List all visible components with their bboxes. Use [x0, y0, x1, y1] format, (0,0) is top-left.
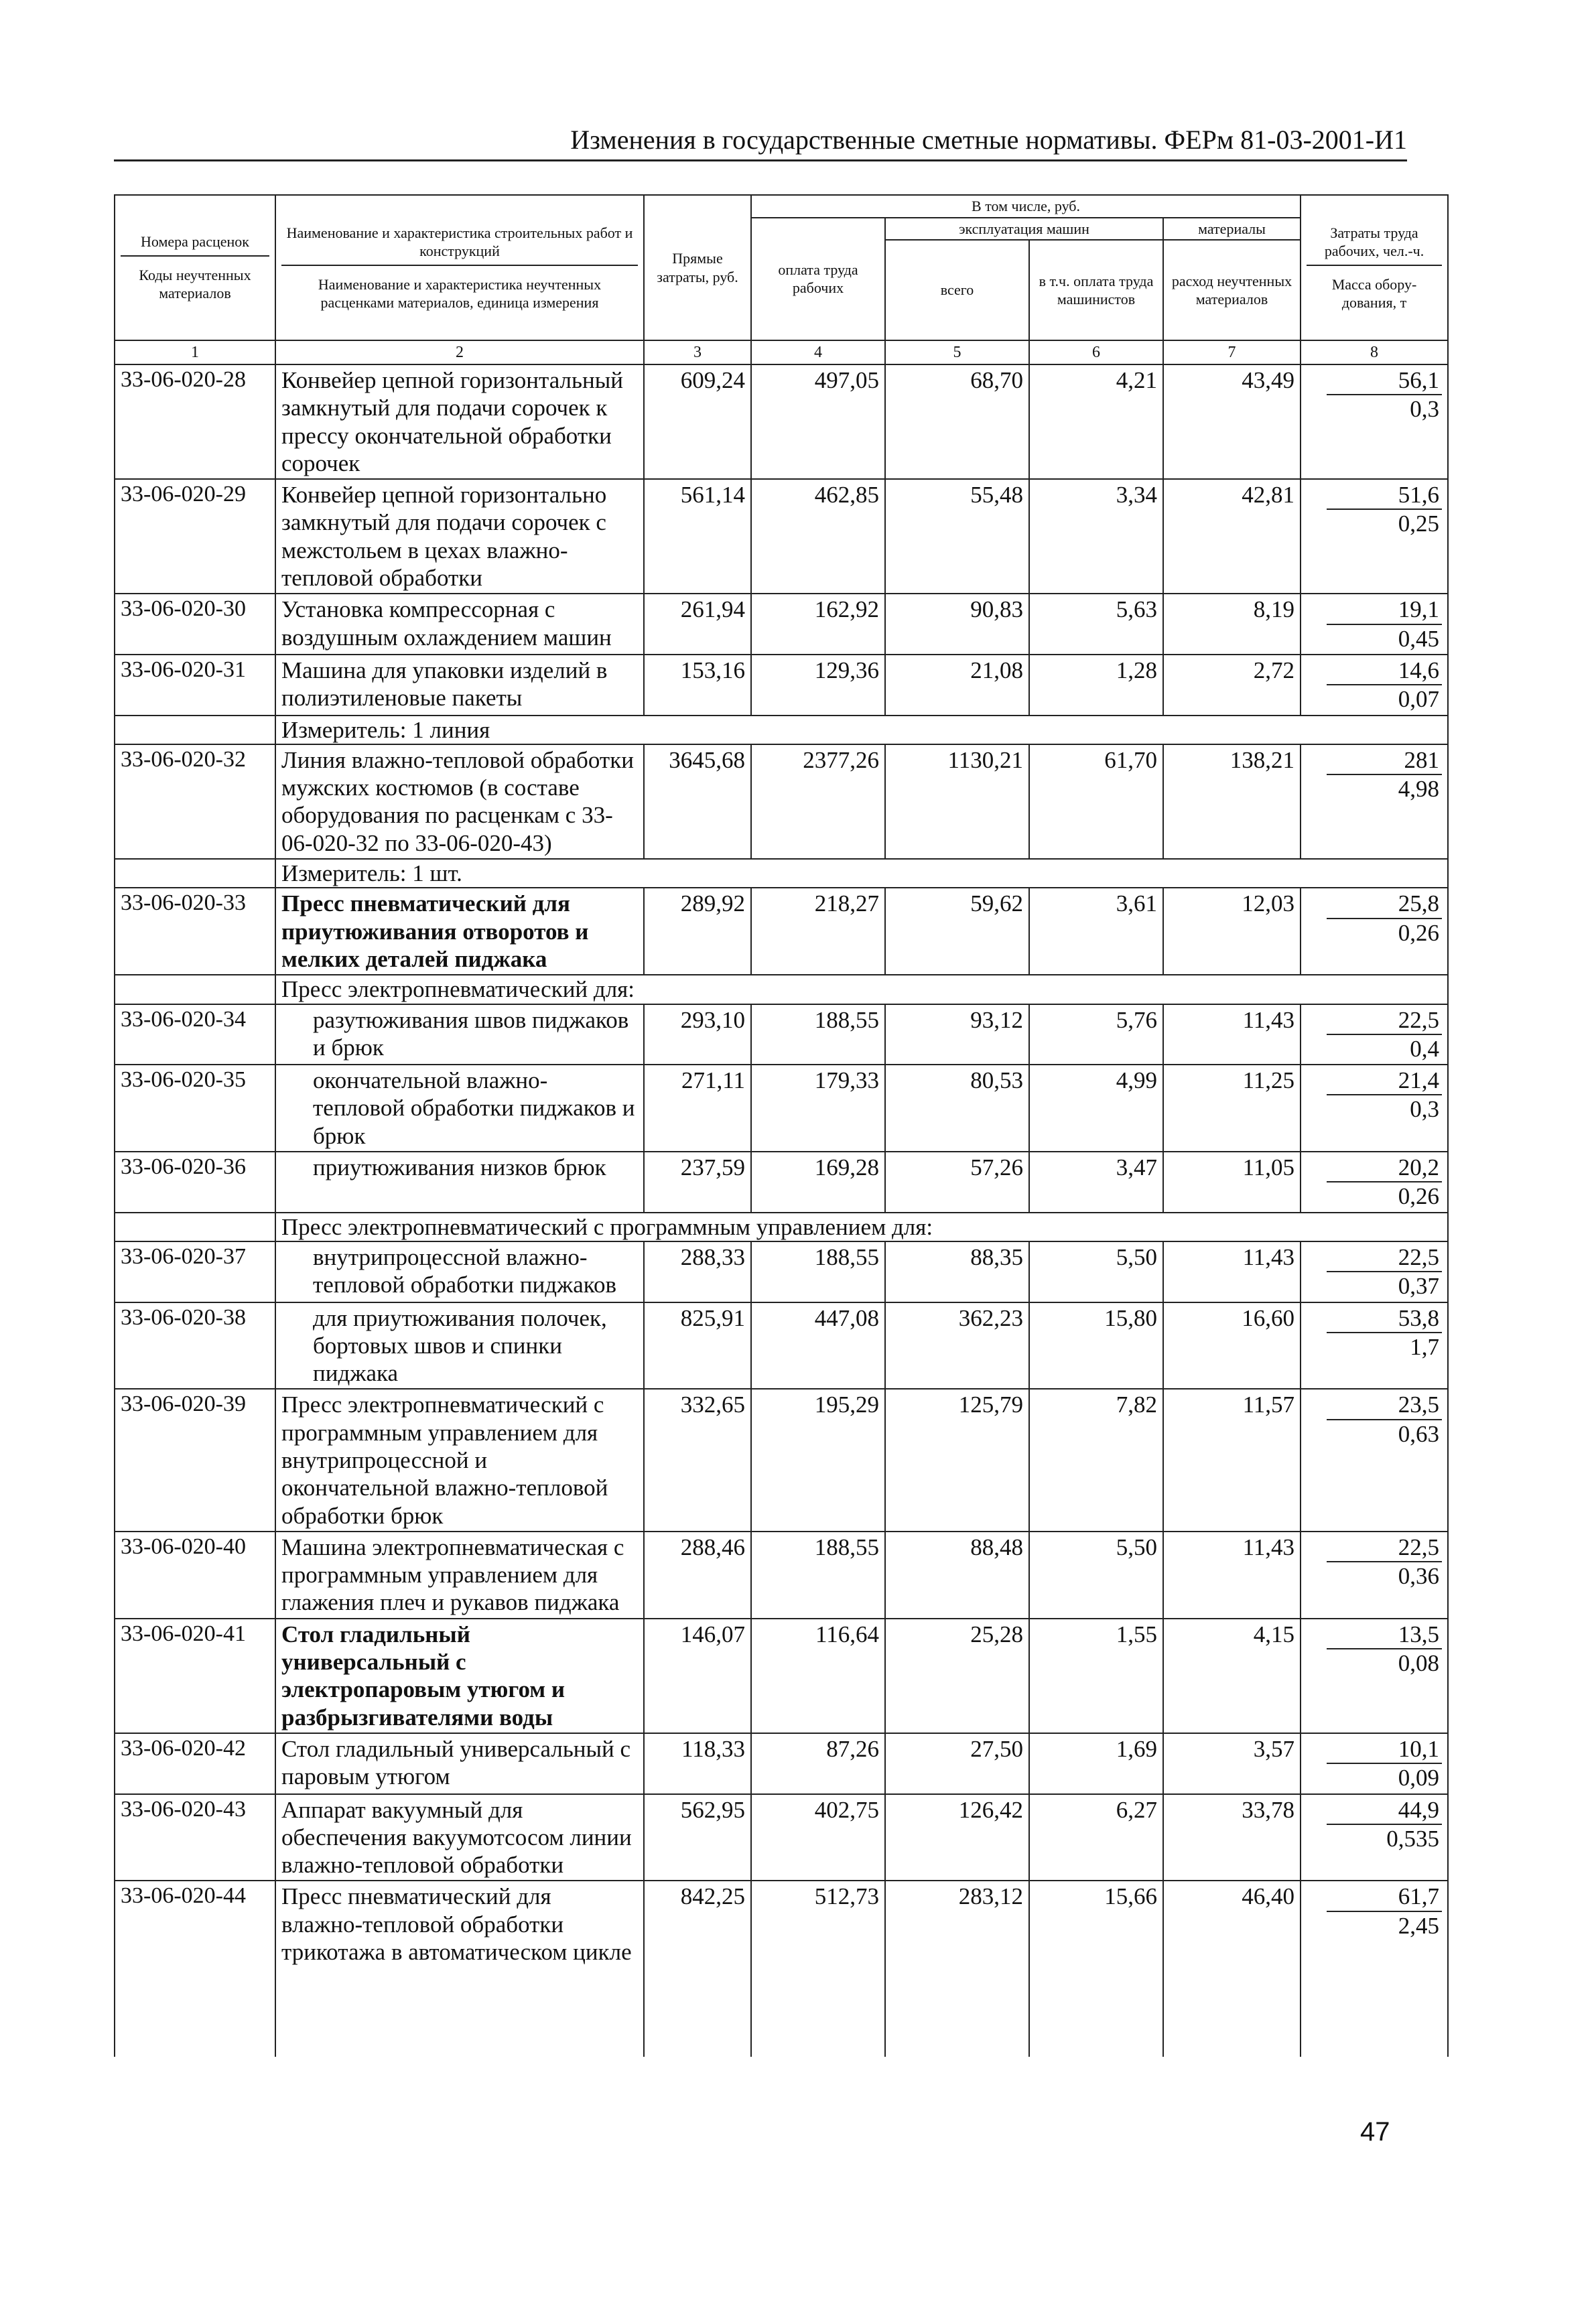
machines-total-cell: 283,12: [885, 1881, 1029, 1967]
work-name-cell: Машина для упаковки изделий в полиэтиленовые пакеты: [275, 655, 644, 716]
worker-wages-cell: 402,75: [751, 1794, 885, 1881]
direct-costs-cell: 261,94: [644, 594, 751, 655]
materials-cell: 2,72: [1163, 655, 1301, 716]
work-name-cell: приутюживания низков брюк: [275, 1152, 644, 1213]
worker-wages-cell: 179,33: [751, 1065, 885, 1152]
labor-mass-cell: [1301, 1241, 1448, 1302]
labor-costs-value: 10,1: [1327, 1735, 1442, 1764]
machines-total-cell: 25,28: [885, 1619, 1029, 1733]
section-label: Пресс электропневматический для:: [275, 975, 1448, 1004]
empty-cell: [885, 1967, 1029, 2057]
table-row: [115, 1619, 1448, 1733]
column-number: 5: [885, 340, 1029, 364]
column-number: 3: [644, 340, 751, 364]
worker-wages-cell: 87,26: [751, 1733, 885, 1794]
materials-cell: 42,81: [1163, 479, 1301, 594]
direct-costs-cell: 332,65: [644, 1389, 751, 1531]
operator-wages-cell: 5,50: [1029, 1532, 1163, 1619]
labor-costs-value: 19,1: [1327, 596, 1442, 624]
labor-mass-cell: [1301, 1004, 1448, 1065]
operator-wages-cell: 1,28: [1029, 655, 1163, 716]
labor-mass-cell: [1301, 1065, 1448, 1152]
rate-code-cell: 33-06-020-34: [115, 1004, 275, 1065]
empty-cell: [1163, 1967, 1301, 2057]
materials-cell: 33,78: [1163, 1794, 1301, 1881]
machines-total-cell: 362,23: [885, 1302, 1029, 1390]
header-labor: [1301, 195, 1448, 340]
work-name-cell: Машина электропневматическая с программным управлением для глажения плеч и рукавов пиджака: [275, 1532, 644, 1619]
labor-costs-value: 51,6: [1327, 481, 1442, 510]
worker-wages-cell: 188,55: [751, 1004, 885, 1065]
labor-costs-value: 53,8: [1327, 1304, 1442, 1333]
machines-total-cell: 1130,21: [885, 744, 1029, 859]
labor-costs-value: 14,6: [1327, 657, 1442, 685]
operator-wages-cell: 61,70: [1029, 744, 1163, 859]
equipment-mass-value: 0,08: [1398, 1650, 1440, 1677]
table-row: [115, 1065, 1448, 1152]
machines-total-cell: 90,83: [885, 594, 1029, 655]
header-rate-numbers: Номера расценок: [141, 233, 249, 251]
labor-mass-cell: [1301, 888, 1448, 975]
section-row: [115, 975, 1448, 1004]
worker-wages-cell: 162,92: [751, 594, 885, 655]
table-body: [115, 364, 1448, 2057]
labor-mass-cell: [1301, 1532, 1448, 1619]
materials-cell: 138,21: [1163, 744, 1301, 859]
work-name-cell: Стол гладильный универсальный с электропаровым утюгом и разбрызгивателями воды: [275, 1619, 644, 1733]
labor-costs-value: 22,5: [1327, 1006, 1442, 1035]
work-name-cell: Линия влажно-тепловой обработки мужских костюмов (в составе оборудования по расценкам с 33-06-020-32 по 33-06-020-43): [275, 744, 644, 859]
work-name-cell: для приутюживания полочек, бортовых швов и спинки пиджака: [275, 1302, 644, 1390]
labor-costs-value: 22,5: [1327, 1534, 1442, 1562]
operator-wages-cell: 4,99: [1029, 1065, 1163, 1152]
labor-mass-cell: [1301, 1733, 1448, 1794]
table-row: [115, 1302, 1448, 1390]
machines-total-cell: 93,12: [885, 1004, 1029, 1065]
rate-code-cell: 33-06-020-28: [115, 364, 275, 479]
rate-code-cell: 33-06-020-41: [115, 1619, 275, 1733]
labor-mass-cell: [1301, 1302, 1448, 1390]
direct-costs-cell: 118,33: [644, 1733, 751, 1794]
empty-cell: [1301, 1967, 1448, 2057]
machines-total-cell: 59,62: [885, 888, 1029, 975]
work-name-cell: Конвейер цепной горизонтальный замкнутый для подачи сорочек к прессу окончательной обработки сорочек: [275, 364, 644, 479]
column-number: 8: [1301, 340, 1448, 364]
direct-costs-cell: 3645,68: [644, 744, 751, 859]
rate-code-cell: 33-06-020-37: [115, 1241, 275, 1302]
empty-cell: [115, 1967, 275, 2057]
column-number: 2: [275, 340, 644, 364]
labor-mass-cell: [1301, 1152, 1448, 1213]
section-code-cell: [115, 975, 275, 1004]
materials-cell: 46,40: [1163, 1881, 1301, 1967]
worker-wages-cell: 497,05: [751, 364, 885, 479]
operator-wages-cell: 5,76: [1029, 1004, 1163, 1065]
labor-costs-value: 61,7: [1327, 1883, 1442, 1911]
machines-total-cell: 80,53: [885, 1065, 1029, 1152]
page-header: Изменения в государственные сметные нормативы. ФЕРм 81-03-2001-И1: [114, 124, 1407, 161]
work-name-cell: Пресс пневматический для приутюживания отворотов и мелких деталей пиджака: [275, 888, 644, 975]
header-operator-wages: в т.ч. оплата труда машинистов: [1029, 240, 1163, 340]
rate-code-cell: 33-06-020-39: [115, 1389, 275, 1531]
labor-mass-cell: [1301, 655, 1448, 716]
labor-mass-cell: [1301, 1619, 1448, 1733]
header-names: [275, 195, 644, 340]
machines-total-cell: 57,26: [885, 1152, 1029, 1213]
section-label: Измеритель: 1 линия: [275, 716, 1448, 744]
section-label: Измеритель: 1 шт.: [275, 859, 1448, 888]
labor-costs-value: 13,5: [1327, 1621, 1442, 1649]
direct-costs-cell: 288,46: [644, 1532, 751, 1619]
header-work-name: Наименование и характеристика строительных работ и конструкций: [286, 224, 633, 259]
work-name-cell: Пресс пневматический для влажно-тепловой обработки трикотажа в автоматическом цикле: [275, 1881, 644, 1967]
section-label: Пресс электропневматический с программным управлением для:: [275, 1213, 1448, 1241]
header-including: В том числе, руб.: [751, 195, 1301, 218]
materials-cell: 11,43: [1163, 1004, 1301, 1065]
worker-wages-cell: 129,36: [751, 655, 885, 716]
direct-costs-cell: 825,91: [644, 1302, 751, 1390]
table-row: [115, 1241, 1448, 1302]
direct-costs-cell: 842,25: [644, 1881, 751, 1967]
header-material-name: Наименование и характеристика неучтенных расценками материалов, единица измерения: [281, 265, 638, 312]
equipment-mass-value: 0,37: [1398, 1273, 1440, 1300]
machines-total-cell: 125,79: [885, 1389, 1029, 1531]
section-row: [115, 716, 1448, 744]
worker-wages-cell: 218,27: [751, 888, 885, 975]
equipment-mass-value: 4,98: [1398, 776, 1440, 803]
rate-code-cell: 33-06-020-32: [115, 744, 275, 859]
work-name-cell: Установка компрессорная с воздушным охлаждением машин: [275, 594, 644, 655]
rate-code-cell: 33-06-020-30: [115, 594, 275, 655]
table-row: [115, 888, 1448, 975]
rates-table: [114, 194, 1449, 2057]
labor-costs-value: 44,9: [1327, 1796, 1442, 1825]
work-name-cell: Аппарат вакуумный для обеспечения вакуумотсосом линии влажно-тепловой обработки: [275, 1794, 644, 1881]
table-trailing-space: [115, 1967, 1448, 2057]
equipment-mass-value: 0,535: [1386, 1825, 1440, 1852]
section-code-cell: [115, 716, 275, 744]
section-row: [115, 859, 1448, 888]
direct-costs-cell: 237,59: [644, 1152, 751, 1213]
header-machines: эксплуатация машин: [885, 218, 1163, 241]
labor-costs-value: 56,1: [1327, 366, 1442, 395]
labor-costs-value: 23,5: [1327, 1391, 1442, 1420]
direct-costs-cell: 561,14: [644, 479, 751, 594]
materials-cell: 4,15: [1163, 1619, 1301, 1733]
header-worker-wages: оплата труда рабочих: [751, 218, 885, 341]
empty-cell: [644, 1967, 751, 2057]
section-row: [115, 1213, 1448, 1241]
equipment-mass-value: 0,26: [1398, 1183, 1440, 1210]
labor-mass-cell: [1301, 1881, 1448, 1967]
column-numbers-row: [115, 340, 1448, 364]
materials-cell: 11,43: [1163, 1241, 1301, 1302]
section-code-cell: [115, 859, 275, 888]
table-header: [115, 195, 1448, 364]
header-unaccounted-materials: расход неучтенных материалов: [1163, 240, 1301, 340]
table-row: [115, 1152, 1448, 1213]
direct-costs-cell: 288,33: [644, 1241, 751, 1302]
direct-costs-cell: 293,10: [644, 1004, 751, 1065]
machines-total-cell: 55,48: [885, 479, 1029, 594]
operator-wages-cell: 6,27: [1029, 1794, 1163, 1881]
header-materials: материалы: [1163, 218, 1301, 241]
equipment-mass-value: 0,25: [1398, 511, 1440, 537]
rate-code-cell: 33-06-020-40: [115, 1532, 275, 1619]
rates-table-container: [114, 194, 1447, 2057]
direct-costs-cell: 289,92: [644, 888, 751, 975]
table-row: [115, 1532, 1448, 1619]
equipment-mass-value: 0,3: [1410, 396, 1440, 423]
rate-code-cell: 33-06-020-31: [115, 655, 275, 716]
labor-costs-value: 22,5: [1327, 1243, 1442, 1272]
operator-wages-cell: 15,80: [1029, 1302, 1163, 1390]
header-codes: [115, 195, 275, 340]
header-labor-costs: Затраты труда рабочих, чел.-ч.: [1324, 224, 1424, 259]
empty-cell: [751, 1967, 885, 2057]
worker-wages-cell: 116,64: [751, 1619, 885, 1733]
rate-code-cell: 33-06-020-29: [115, 479, 275, 594]
equipment-mass-value: 0,07: [1398, 686, 1440, 713]
materials-cell: 43,49: [1163, 364, 1301, 479]
rate-code-cell: 33-06-020-36: [115, 1152, 275, 1213]
labor-costs-value: 281: [1327, 746, 1442, 775]
machines-total-cell: 27,50: [885, 1733, 1029, 1794]
materials-cell: 11,43: [1163, 1532, 1301, 1619]
work-name-cell: Пресс электропневматический с программным управлением для внутрипроцессной и окончательной влажно-тепловой обработки брюк: [275, 1389, 644, 1531]
table-row: [115, 479, 1448, 594]
materials-cell: 12,03: [1163, 888, 1301, 975]
labor-costs-value: 21,4: [1327, 1067, 1442, 1095]
equipment-mass-value: 0,09: [1398, 1765, 1440, 1791]
header-direct-costs: Прямые затраты, руб.: [644, 195, 751, 340]
table-row: [115, 1389, 1448, 1531]
column-number: 6: [1029, 340, 1163, 364]
header-machines-total: всего: [885, 240, 1029, 340]
table-row: [115, 364, 1448, 479]
worker-wages-cell: 2377,26: [751, 744, 885, 859]
rate-code-cell: 33-06-020-35: [115, 1065, 275, 1152]
operator-wages-cell: 5,50: [1029, 1241, 1163, 1302]
table-row: [115, 1004, 1448, 1065]
table-row: [115, 1881, 1448, 1967]
equipment-mass-value: 0,45: [1398, 625, 1440, 652]
table-row: [115, 1794, 1448, 1881]
labor-costs-value: 20,2: [1327, 1154, 1442, 1182]
empty-cell: [275, 1967, 644, 2057]
equipment-mass-value: 1,7: [1410, 1333, 1440, 1360]
worker-wages-cell: 188,55: [751, 1532, 885, 1619]
labor-costs-value: 25,8: [1327, 890, 1442, 919]
direct-costs-cell: 153,16: [644, 655, 751, 716]
equipment-mass-value: 0,4: [1410, 1035, 1440, 1062]
worker-wages-cell: 447,08: [751, 1302, 885, 1390]
operator-wages-cell: 5,63: [1029, 594, 1163, 655]
direct-costs-cell: 271,11: [644, 1065, 751, 1152]
labor-mass-cell: [1301, 594, 1448, 655]
worker-wages-cell: 512,73: [751, 1881, 885, 1967]
labor-mass-cell: [1301, 1794, 1448, 1881]
machines-total-cell: 126,42: [885, 1794, 1029, 1881]
machines-total-cell: 21,08: [885, 655, 1029, 716]
operator-wages-cell: 4,21: [1029, 364, 1163, 479]
rate-code-cell: 33-06-020-38: [115, 1302, 275, 1390]
machines-total-cell: 88,48: [885, 1532, 1029, 1619]
work-name-cell: разутюживания швов пиджаков и брюк: [275, 1004, 644, 1065]
rate-code-cell: 33-06-020-33: [115, 888, 275, 975]
header-equipment-mass: Масса обору-дования, т: [1307, 265, 1442, 312]
materials-cell: 11,25: [1163, 1065, 1301, 1152]
machines-total-cell: 88,35: [885, 1241, 1029, 1302]
direct-costs-cell: 609,24: [644, 364, 751, 479]
direct-costs-cell: 146,07: [644, 1619, 751, 1733]
rate-code-cell: 33-06-020-43: [115, 1794, 275, 1881]
work-name-cell: внутрипроцессной влажно-тепловой обработки пиджаков: [275, 1241, 644, 1302]
operator-wages-cell: 15,66: [1029, 1881, 1163, 1967]
operator-wages-cell: 3,47: [1029, 1152, 1163, 1213]
labor-mass-cell: [1301, 479, 1448, 594]
equipment-mass-value: 0,63: [1398, 1420, 1440, 1447]
worker-wages-cell: 462,85: [751, 479, 885, 594]
equipment-mass-value: 0,3: [1410, 1096, 1440, 1123]
operator-wages-cell: 7,82: [1029, 1389, 1163, 1531]
materials-cell: 3,57: [1163, 1733, 1301, 1794]
machines-total-cell: 68,70: [885, 364, 1029, 479]
materials-cell: 16,60: [1163, 1302, 1301, 1390]
materials-cell: 11,05: [1163, 1152, 1301, 1213]
empty-cell: [1029, 1967, 1163, 2057]
operator-wages-cell: 1,69: [1029, 1733, 1163, 1794]
page-number: 47: [1360, 2117, 1390, 2147]
equipment-mass-value: 0,36: [1398, 1563, 1440, 1590]
labor-mass-cell: [1301, 744, 1448, 859]
header-material-codes: Коды неучтенных материалов: [121, 255, 269, 303]
labor-mass-cell: [1301, 364, 1448, 479]
table-row: [115, 655, 1448, 716]
rate-code-cell: 33-06-020-42: [115, 1733, 275, 1794]
labor-mass-cell: [1301, 1389, 1448, 1531]
table-row: [115, 744, 1448, 859]
operator-wages-cell: 3,61: [1029, 888, 1163, 975]
equipment-mass-value: 2,45: [1398, 1912, 1440, 1939]
section-code-cell: [115, 1213, 275, 1241]
worker-wages-cell: 169,28: [751, 1152, 885, 1213]
materials-cell: 8,19: [1163, 594, 1301, 655]
column-number: 7: [1163, 340, 1301, 364]
table-row: [115, 594, 1448, 655]
worker-wages-cell: 195,29: [751, 1389, 885, 1531]
rate-code-cell: 33-06-020-44: [115, 1881, 275, 1967]
table-row: [115, 1733, 1448, 1794]
direct-costs-cell: 562,95: [644, 1794, 751, 1881]
equipment-mass-value: 0,26: [1398, 919, 1440, 946]
work-name-cell: окончательной влажно-тепловой обработки пиджаков и брюк: [275, 1065, 644, 1152]
column-number: 1: [115, 340, 275, 364]
materials-cell: 11,57: [1163, 1389, 1301, 1531]
column-number: 4: [751, 340, 885, 364]
worker-wages-cell: 188,55: [751, 1241, 885, 1302]
work-name-cell: Конвейер цепной горизонтально замкнутый для подачи сорочек с межстольем в цехах влажно-тепловой обработки: [275, 479, 644, 594]
operator-wages-cell: 1,55: [1029, 1619, 1163, 1733]
operator-wages-cell: 3,34: [1029, 479, 1163, 594]
work-name-cell: Стол гладильный универсальный с паровым утюгом: [275, 1733, 644, 1794]
